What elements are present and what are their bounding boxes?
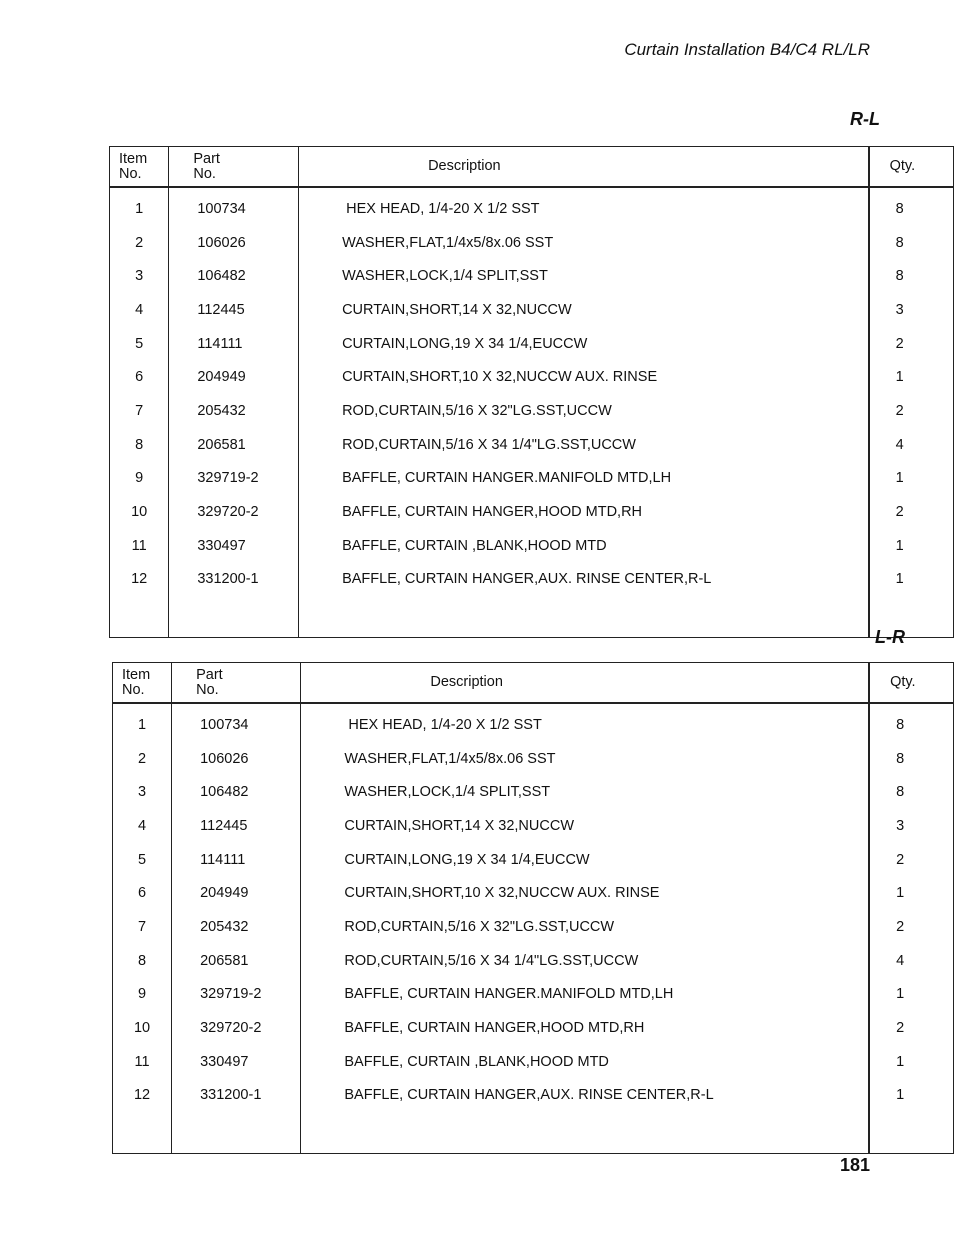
part-no: 112445 [172,809,301,843]
description: BAFFLE, CURTAIN ,BLANK,HOOD MTD [301,1045,869,1079]
quantity: 4 [896,952,905,969]
item-no: 4 [113,809,172,843]
quantity: 1 [896,1087,905,1104]
table-row [113,843,954,877]
description: ROD,CURTAIN,5/16 X 34 1/4"LG.SST,UCCW [301,944,869,978]
part-no: 106482 [169,259,299,293]
quantity: 1 [895,369,904,386]
item-no: 5 [110,327,169,361]
quantity: 1 [895,470,904,487]
description-header: Description [301,663,869,704]
part-no: 206581 [169,428,299,462]
quantity: 2 [895,504,904,521]
table-row [113,910,954,944]
description: CURTAIN,SHORT,10 X 32,NUCCW AUX. RINSE [301,876,869,910]
item-no: 3 [110,259,169,293]
item-no: 12 [113,1079,172,1113]
table-row [110,360,954,394]
part-no: 106482 [172,775,301,809]
item-no: 6 [113,876,172,910]
part-no: 329719-2 [172,978,301,1012]
quantity: 8 [895,234,904,251]
part-no: 106026 [172,742,301,776]
table-row [113,944,954,978]
parts-table-rl [109,146,954,638]
description: BAFFLE, CURTAIN HANGER,HOOD MTD,RH [301,1011,869,1045]
item-no: 10 [113,1011,172,1045]
part-no: 206581 [172,944,301,978]
part-no: 114111 [169,327,299,361]
part-no-header: Part No. [172,663,301,704]
item-no: 5 [113,843,172,877]
item-no: 6 [110,360,169,394]
quantity: 2 [896,1020,905,1037]
quantity: 2 [895,402,904,419]
quantity: 8 [896,750,905,767]
part-no: 330497 [172,1045,301,1079]
description: CURTAIN,SHORT,14 X 32,NUCCW [301,809,869,843]
description: BAFFLE, CURTAIN HANGER,AUX. RINSE CENTER,R-L [301,1079,869,1113]
table-row [110,259,954,293]
item-no: 9 [113,978,172,1012]
item-no-header: Item No. [113,663,172,704]
item-no: 7 [113,910,172,944]
description: WASHER,FLAT,1/4x5/8x.06 SST [301,742,869,776]
item-no: 9 [110,462,169,496]
section-label-lr: L-R [875,627,905,647]
table-row [113,1011,954,1045]
item-no: 11 [113,1045,172,1079]
part-no: 204949 [172,876,301,910]
item-no: 2 [110,226,169,260]
part-no: 100734 [172,708,301,742]
table-header-row [113,663,954,704]
quantity: 1 [895,571,904,588]
table-row [110,327,954,361]
description: WASHER,FLAT,1/4x5/8x.06 SST [299,226,869,260]
description: HEX HEAD, 1/4-20 X 1/2 SST [299,192,869,226]
quantity: 1 [896,1053,905,1070]
item-no: 3 [113,775,172,809]
quantity: 4 [895,436,904,453]
item-no: 8 [110,428,169,462]
item-no-header: Item No. [110,147,169,188]
item-no: 10 [110,495,169,529]
table-row [110,394,954,428]
description: WASHER,LOCK,1/4 SPLIT,SST [301,775,869,809]
description: BAFFLE, CURTAIN HANGER,HOOD MTD,RH [299,495,869,529]
quantity: 1 [896,885,905,902]
description: ROD,CURTAIN,5/16 X 32"LG.SST,UCCW [299,394,869,428]
description: ROD,CURTAIN,5/16 X 32"LG.SST,UCCW [301,910,869,944]
table-row [113,708,954,742]
item-no: 1 [110,192,169,226]
part-no: 329719-2 [169,462,299,496]
quantity: 2 [896,918,905,935]
part-no: 204949 [169,360,299,394]
running-title: Curtain Installation B4/C4 RL/LR [624,40,870,59]
description: CURTAIN,SHORT,14 X 32,NUCCW [299,293,869,327]
part-no: 205432 [172,910,301,944]
item-no: 12 [110,563,169,597]
quantity: 2 [896,851,905,868]
table-row [113,1045,954,1079]
quantity: 8 [895,200,904,217]
description: BAFFLE, CURTAIN ,BLANK,HOOD MTD [299,529,869,563]
table-row [110,428,954,462]
part-no: 114111 [172,843,301,877]
item-no: 1 [113,708,172,742]
part-no: 205432 [169,394,299,428]
table-row [110,293,954,327]
description: HEX HEAD, 1/4-20 X 1/2 SST [301,708,869,742]
table-row [110,192,954,226]
quantity: 2 [895,335,904,352]
parts-table-lr [112,662,954,1154]
table-row [110,563,954,597]
item-no: 7 [110,394,169,428]
description: CURTAIN,SHORT,10 X 32,NUCCW AUX. RINSE [299,360,869,394]
description-header: Description [299,147,869,188]
section-label-rl: R-L [850,109,880,129]
table-body [110,187,954,638]
part-no: 331200-1 [172,1079,301,1113]
item-no: 4 [110,293,169,327]
table-row [110,226,954,260]
table-row [110,495,954,529]
quantity: 1 [896,986,905,1003]
part-no: 331200-1 [169,563,299,597]
table-row [113,876,954,910]
table-header-row [110,147,954,188]
table-row [113,809,954,843]
table-row [110,462,954,496]
quantity: 8 [895,268,904,285]
quantity: 3 [895,301,904,318]
table-body [113,703,954,1154]
description: ROD,CURTAIN,5/16 X 34 1/4"LG.SST,UCCW [299,428,869,462]
quantity: 8 [896,784,905,801]
part-no: 329720-2 [172,1011,301,1045]
part-no-header: Part No. [169,147,299,188]
page-number: 181 [839,1155,870,1175]
table-row [113,775,954,809]
item-no: 8 [113,944,172,978]
description: CURTAIN,LONG,19 X 34 1/4,EUCCW [301,843,869,877]
part-no: 329720-2 [169,495,299,529]
quantity: 8 [896,716,905,733]
table-row [110,529,954,563]
part-no: 112445 [169,293,299,327]
description: WASHER,LOCK,1/4 SPLIT,SST [299,259,869,293]
item-no: 11 [110,529,169,563]
table-row [113,1079,954,1113]
description: CURTAIN,LONG,19 X 34 1/4,EUCCW [299,327,869,361]
part-no: 100734 [169,192,299,226]
description: BAFFLE, CURTAIN HANGER.MANIFOLD MTD,LH [299,462,869,496]
qty-header: Qty. [869,663,953,704]
description: BAFFLE, CURTAIN HANGER,AUX. RINSE CENTER,R-L [299,563,869,597]
quantity: 3 [896,817,905,834]
table-row [113,742,954,776]
qty-header: Qty. [869,147,954,188]
item-no: 2 [113,742,172,776]
part-no: 330497 [169,529,299,563]
description: BAFFLE, CURTAIN HANGER.MANIFOLD MTD,LH [301,978,869,1012]
part-no: 106026 [169,226,299,260]
quantity: 1 [895,537,904,554]
table-row [113,978,954,1012]
